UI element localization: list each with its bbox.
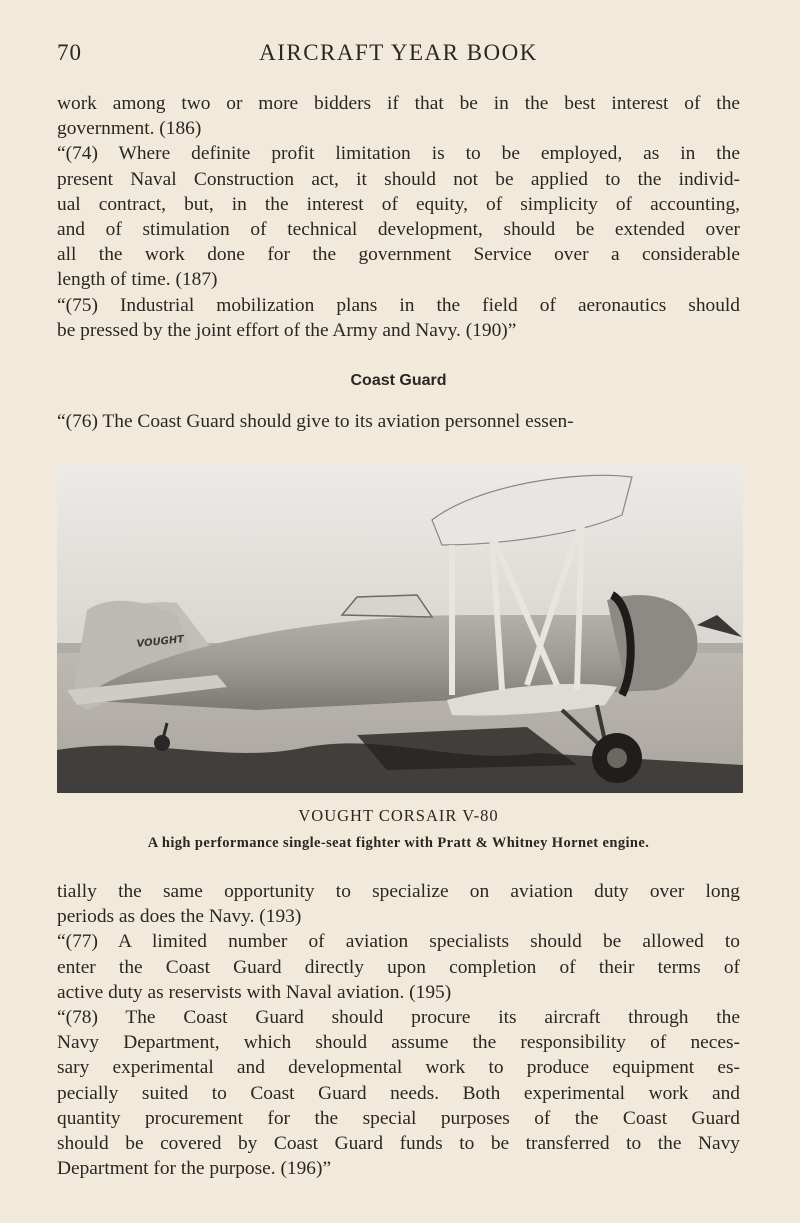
text-line: periods as does the Navy. (193) [57, 906, 302, 928]
text-line: “(78) The Coast Guard should procure its aircraft through the [57, 1007, 740, 1029]
text-line: Navy Department, which should assume the responsibility of neces- [57, 1032, 740, 1054]
text-block-bottom [57, 879, 740, 1181]
text-line: all the work done for the government Service over a considerable [57, 244, 740, 266]
text-line: “(77) A limited number of aviation specialists should be allowed to [57, 931, 740, 953]
text-line: work among two or more bidders if that be in the best interest of the [57, 93, 740, 114]
aircraft-photo [57, 465, 743, 793]
text-line: active duty as reservists with Naval aviation. (195) [57, 981, 452, 1003]
text-block-middle [57, 409, 740, 434]
text-line: “(76) The Coast Guard should give to its aviation personnel essen- [57, 411, 574, 432]
biplane-illustration [57, 465, 743, 793]
text-line: “(75) Industrial mobilization plans in the field of aeronautics should [57, 294, 740, 316]
section-heading: Coast Guard [350, 372, 447, 389]
photo-caption-title: VOUGHT CORSAIR V-80 [298, 806, 499, 825]
text-line: tially the same opportunity to specialize on aviation duty over long [57, 881, 740, 902]
running-title: AIRCRAFT YEAR BOOK [259, 40, 538, 65]
text-line: be pressed by the joint effort of the Army and Navy. (190)” [57, 319, 517, 341]
text-line: ual contract, but, in the interest of equity, of simplicity of accounting, [57, 193, 740, 215]
text-block-top [57, 91, 740, 343]
text-line: enter the Coast Guard directly upon completion of their terms of [57, 956, 740, 978]
text-line: present Naval Construction act, it should not be applied to the individ- [57, 168, 740, 190]
photo-caption-description: A high performance single-seat fighter with Pratt & Whitney Hornet engine. [147, 835, 650, 851]
text-line: government. (186) [57, 118, 202, 140]
text-line: and of stimulation of technical development, should be extended over [57, 219, 740, 241]
tail-marking: VOUGHT [136, 634, 185, 650]
text-line: sary experimental and developmental work to produce equipment es- [57, 1057, 740, 1079]
text-line: should be covered by Coast Guard funds to be transferred to the Navy [57, 1133, 740, 1155]
text-line: “(74) Where definite profit limitation is to be employed, as in the [57, 143, 740, 165]
page-header [57, 38, 740, 70]
text-line: quantity procurement for the special purposes of the Coast Guard [57, 1107, 740, 1129]
page-number: 70 [57, 40, 82, 65]
text-line: Department for the purpose. (196)” [57, 1158, 332, 1180]
text-line: length of time. (187) [57, 269, 218, 291]
text-line: pecially suited to Coast Guard needs. Both experimental work and [57, 1082, 740, 1104]
